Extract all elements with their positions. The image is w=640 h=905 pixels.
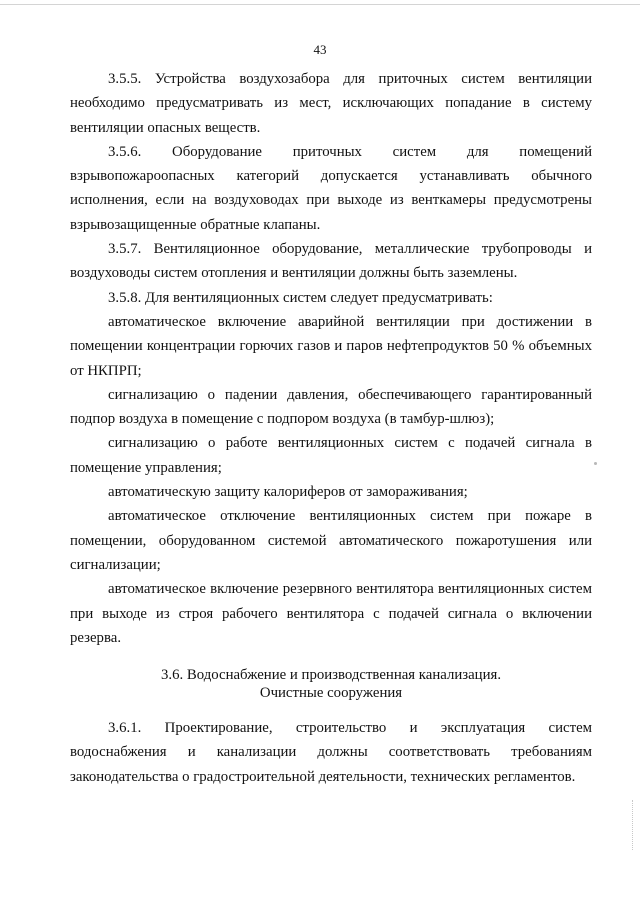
section-heading-line-2: Очистные сооружения [259,685,403,702]
section-heading-3-6 [70,666,592,702]
paragraph-3-6-1: 3.6.1. Проектирование, строительство и эксплуатация систем водоснабжения и канализации должны соответствовать требованиям законодательства о градостроительной деятельности, технических регламентов. [70,720,592,785]
page-number: 43 [313,42,327,57]
list-item-standby-fan: автоматическое включение резервного вентилятора вентиляционных систем при выходе из строя рабочего вентилятора с подачей сигнала о включении резерва. [70,581,592,646]
list-item-fire-shutdown: автоматическое отключение вентиляционных систем при пожаре в помещении, оборудованном системой автоматического пожаротушения или сигнализации; [70,508,592,573]
top-edge-line [0,4,640,5]
list-item-heater-freeze-protection: автоматическую защиту калориферов от замораживания; [108,484,468,501]
list-item-emergency-ventilation: автоматическое включение аварийной вентиляции при достижении в помещении концентрации горючих газов и паров нефтепродуктов 50 % объемных от НКПРП; [70,313,592,379]
paragraph-3-5-6: 3.5.6. Оборудование приточных систем для помещений взрывопожароопасных категорий допускается устанавливать обычного исполнения, если на воздуховодах при выходе из венткамеры предусмотрены взрывозащищенные обратные клапаны. [70,143,592,233]
section-heading-line-1: 3.6. Водоснабжение и производственная канализация. [160,667,502,684]
paragraph-3-5-7: 3.5.7. Вентиляционное оборудование, металлические трубопроводы и воздуховоды систем отопления и вентиляции должны быть заземлены. [70,241,592,282]
list-item-ventilation-operation-alarm: сигнализацию о работе вентиляционных систем с подачей сигнала в помещение управления; [70,435,592,476]
document-body [70,67,592,789]
scan-edge-marks [632,800,634,850]
paragraph-3-5-8: 3.5.8. Для вентиляционных систем следует предусматривать: [108,289,493,306]
list-item-pressure-drop-alarm: сигнализацию о падении давления, обеспечивающего гарантированный подпор воздуха в помещение с подпором воздуха (в тамбур-шлюз); [70,386,592,428]
paragraph-3-5-5: 3.5.5. Устройства воздухозабора для приточных систем вентиляции необходимо предусматривать из мест, исключающих попадание в систему вентиляции опасных веществ. [70,71,592,136]
scan-speck [594,462,597,465]
